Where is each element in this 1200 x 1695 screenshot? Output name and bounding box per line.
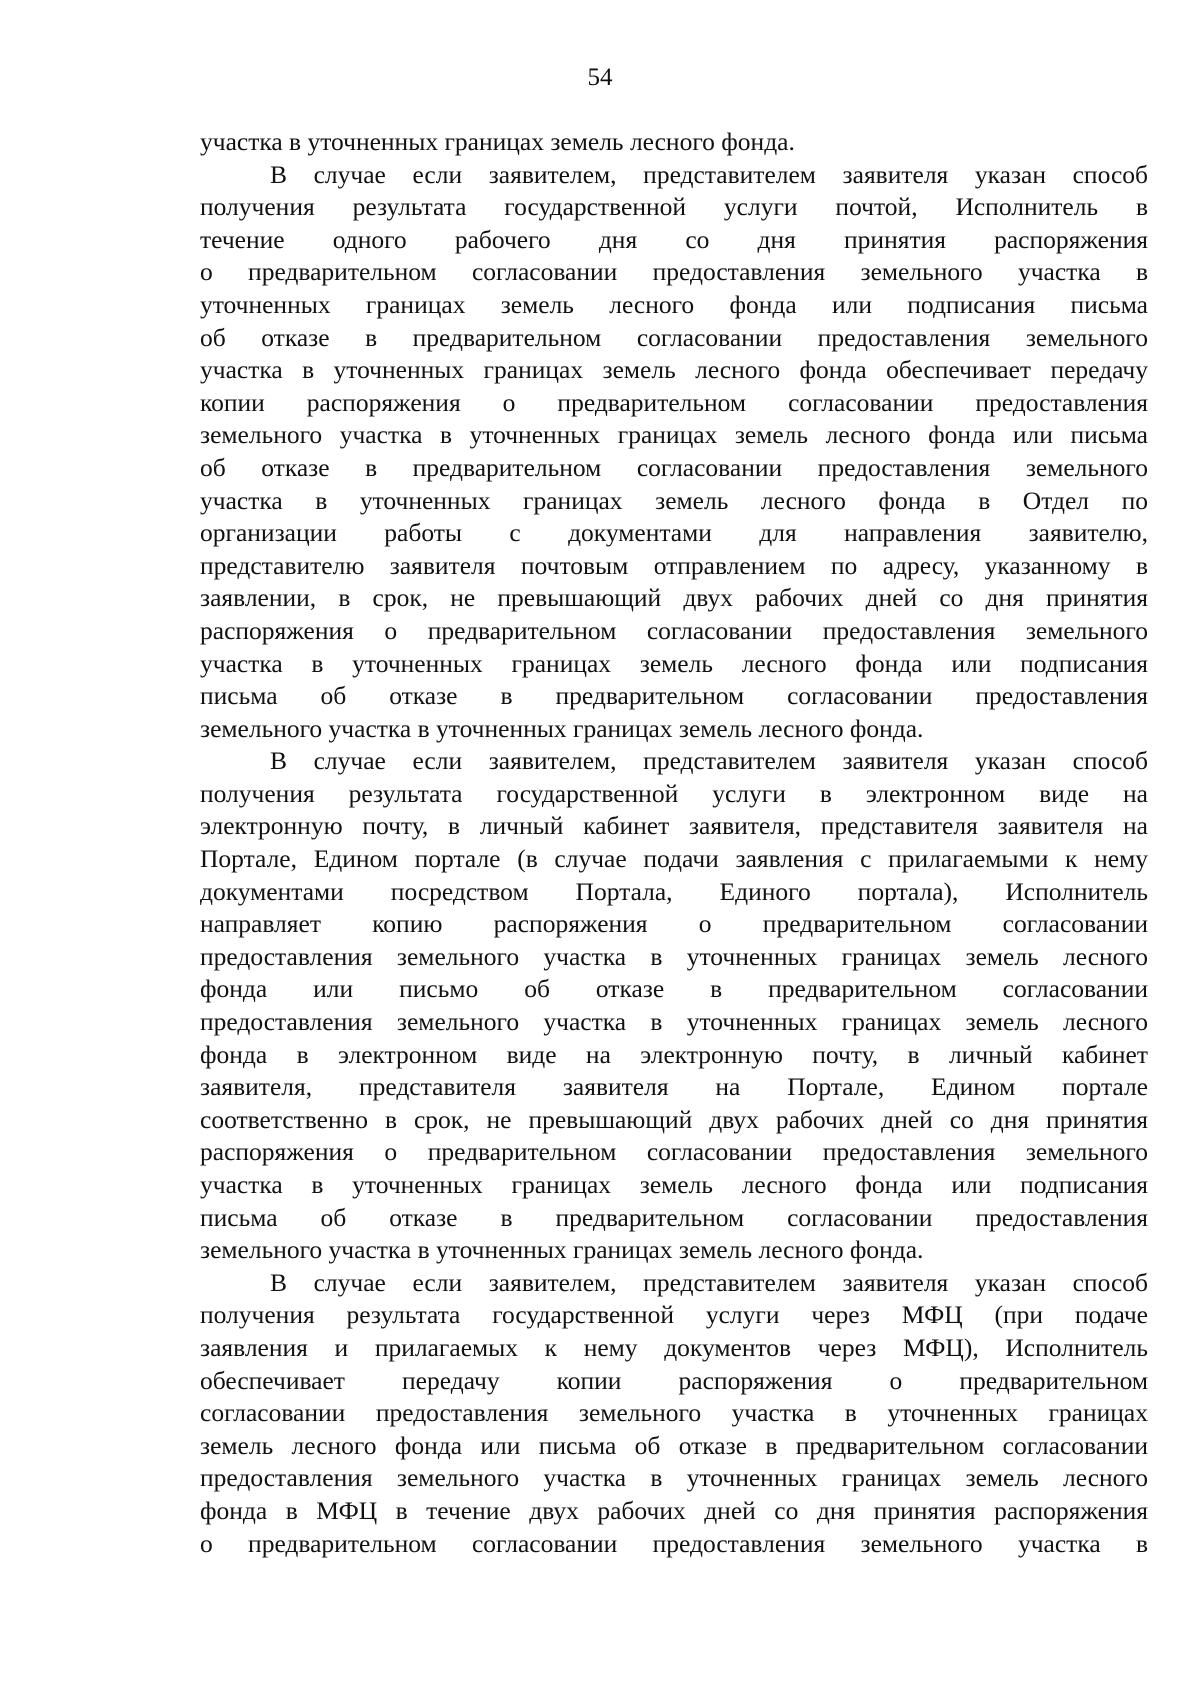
text-line: участка в уточненных границах земель лесного фонда или подписания	[200, 648, 1148, 678]
text-line: распоряжения о предварительном согласовании предоставления земельного	[200, 1137, 1148, 1167]
paragraph-continuation	[200, 126, 1148, 159]
text-line: документами посредством Портала, Единого портала), Исполнитель	[200, 876, 1148, 906]
text-line: фонда или письмо об отказе в предварительном согласовании	[200, 974, 1148, 1004]
paragraph-mfc-delivery	[200, 1267, 1148, 1560]
text-line: получения результата государственной услуги через МФЦ (при подаче	[200, 1300, 1148, 1330]
text-line: о предварительном согласовании предоставления земельного участка в	[200, 257, 1148, 287]
text-line: об отказе в предварительном согласовании предоставления земельного	[200, 322, 1148, 352]
text-line: письма об отказе в предварительном согласовании предоставления	[200, 1202, 1148, 1232]
text-line: земельного участка в уточненных границах земель лесного фонда.	[200, 713, 924, 743]
text-line: фонда в электронном виде на электронную почту, в личный кабинет	[200, 1039, 1148, 1069]
text-line: получения результата государственной услуги почтой, Исполнитель в	[200, 192, 1148, 222]
text-line: об отказе в предварительном согласовании предоставления земельного	[200, 452, 1148, 482]
text-line: электронную почту, в личный кабинет заявителя, представителя заявителя на	[200, 811, 1148, 841]
text-line: участка в уточненных границах земель лесного фонда.	[200, 127, 795, 156]
text-line: копии распоряжения о предварительном согласовании предоставления	[200, 387, 1148, 417]
text-line: предоставления земельного участка в уточненных границах земель лесного	[200, 941, 1148, 971]
document-body	[200, 126, 1148, 1560]
text-line: заявления и прилагаемых к нему документов через МФЦ), Исполнитель	[200, 1332, 1148, 1362]
text-line: предоставления земельного участка в уточненных границах земель лесного	[200, 1007, 1148, 1037]
text-line: предоставления земельного участка в уточненных границах земель лесного	[200, 1463, 1148, 1493]
text-line: В случае если заявителем, представителем заявителя указан способ	[270, 746, 1148, 776]
text-line: получения результата государственной услуги в электронном виде на	[200, 778, 1148, 808]
text-line: В случае если заявителем, представителем заявителя указан способ	[270, 159, 1148, 189]
text-line: представителю заявителя почтовым отправлением по адресу, указанному в	[200, 550, 1148, 580]
page-number: 54	[587, 64, 613, 91]
text-line: обеспечивает передачу копии распоряжения о предварительном	[200, 1365, 1148, 1395]
paragraph-postal-delivery	[200, 159, 1148, 746]
text-line: организации работы с документами для направления заявителю,	[200, 518, 1148, 548]
text-line: направляет копию распоряжения о предварительном согласовании	[200, 909, 1148, 939]
text-line: уточненных границах земель лесного фонда или подписания письма	[200, 289, 1148, 319]
text-line: письма об отказе в предварительном согласовании предоставления	[200, 681, 1148, 711]
text-line: В случае если заявителем, представителем заявителя указан способ	[270, 1267, 1148, 1297]
text-line: заявлении, в срок, не превышающий двух рабочих дней со дня принятия	[200, 583, 1148, 613]
paragraph-electronic-delivery	[200, 745, 1148, 1267]
text-line: распоряжения о предварительном согласовании предоставления земельного	[200, 615, 1148, 645]
text-line: заявителя, представителя заявителя на Портале, Едином портале	[200, 1072, 1148, 1102]
text-line: участка в уточненных границах земель лесного фонда или подписания	[200, 1170, 1148, 1199]
text-line: соответственно в срок, не превышающий двух рабочих дней со дня принятия	[200, 1104, 1148, 1134]
text-line: земельного участка в уточненных границах земель лесного фонда.	[200, 1235, 924, 1265]
text-line: земель лесного фонда или письма об отказе в предварительном согласовании	[200, 1430, 1148, 1460]
text-line: Портале, Едином портале (в случае подачи заявления с прилагаемыми к нему	[200, 844, 1148, 874]
text-line: течение одного рабочего дня со дня принятия распоряжения	[200, 224, 1148, 254]
text-line: согласовании предоставления земельного участка в уточненных границах	[200, 1398, 1148, 1428]
text-line: фонда в МФЦ в течение двух рабочих дней со дня принятия распоряжения	[200, 1495, 1148, 1525]
text-line: о предварительном согласовании предоставления земельного участка в	[200, 1528, 1148, 1558]
text-line: участка в уточненных границах земель лесного фонда обеспечивает передачу	[200, 355, 1148, 385]
text-line: земельного участка в уточненных границах земель лесного фонда или письма	[200, 420, 1148, 450]
text-line: участка в уточненных границах земель лесного фонда в Отдел по	[200, 485, 1148, 515]
